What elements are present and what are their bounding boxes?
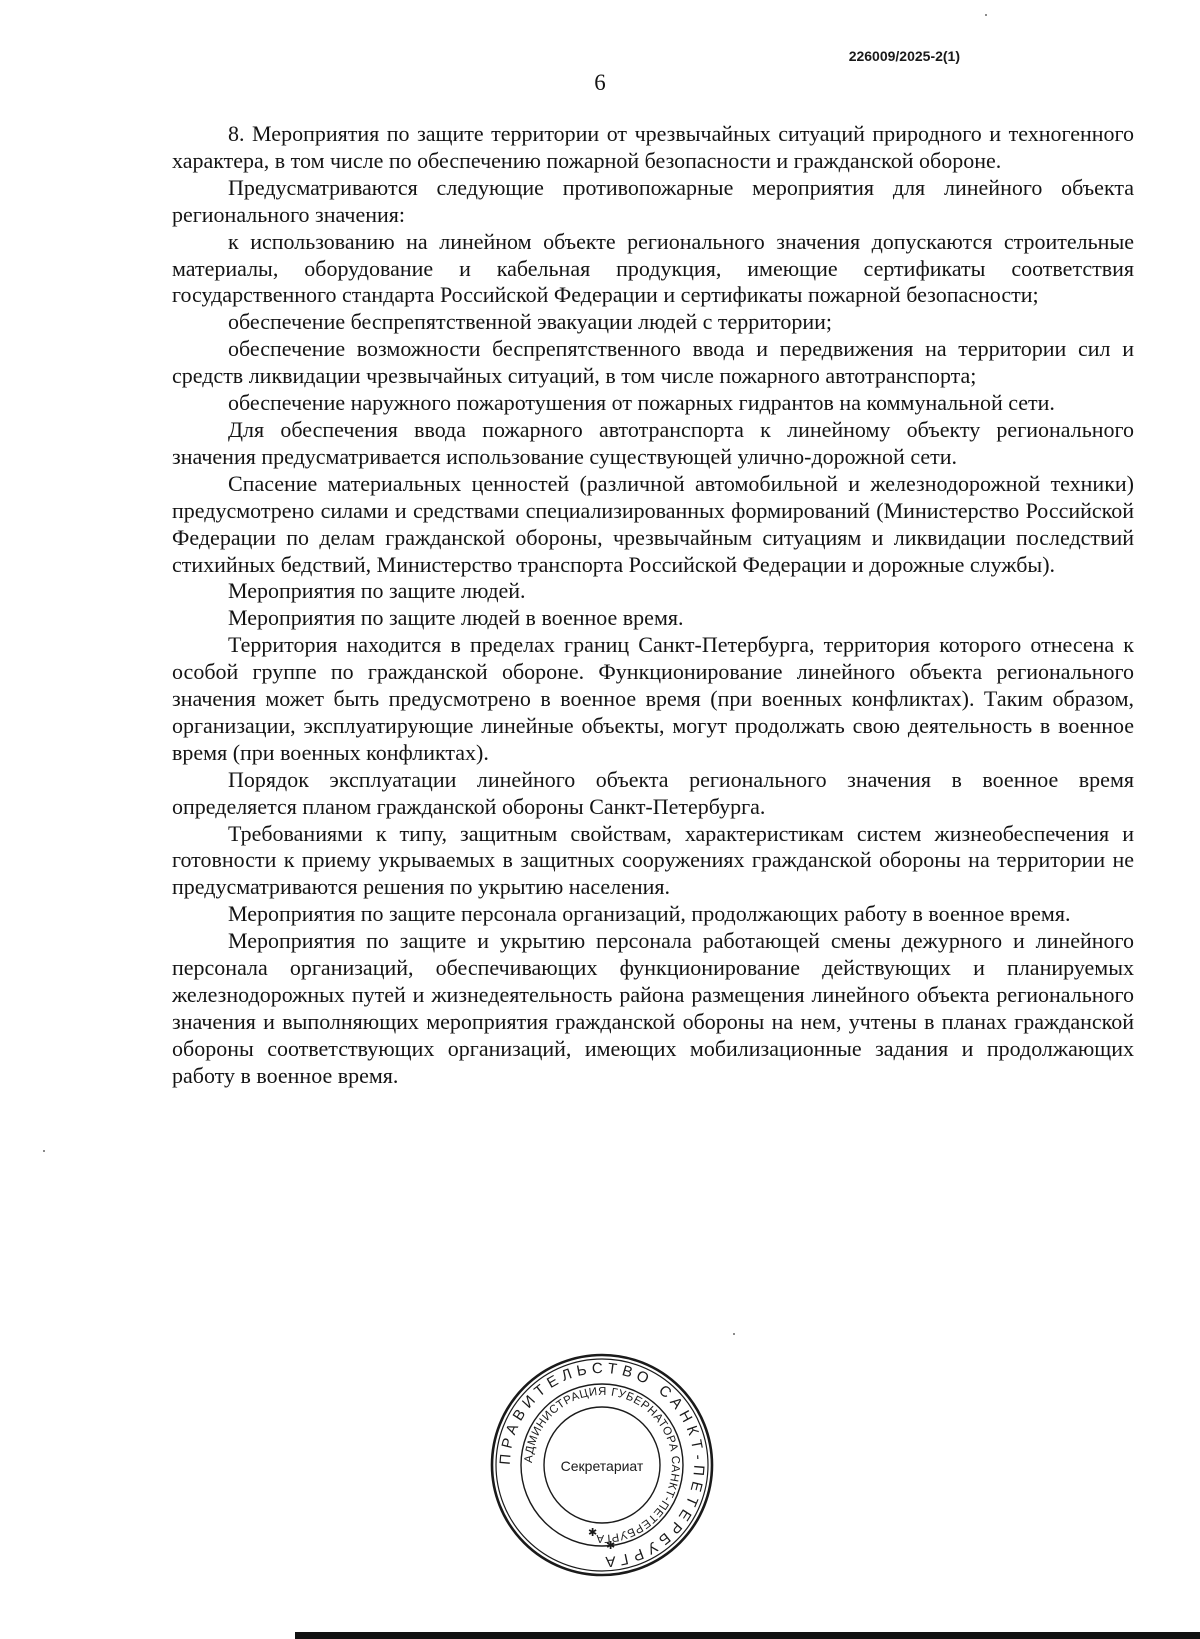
seal-inner-text: АДМИНИСТРАЦИЯ ГУБЕРНАТОРА САНКТ-ПЕТЕРБУРГА bbox=[522, 1385, 682, 1545]
scan-speck bbox=[43, 1150, 45, 1152]
seal-outer-text: ПРАВИТЕЛЬСТВО САНКТ-ПЕТЕРБУРГА bbox=[496, 1359, 708, 1571]
paragraph: к использованию на линейном объекте регионального значения допускаются строительные материалы, оборудование и кабельная продукция, имеющие сертификаты соответствия государственного стандарта Российской Федерации и сертификаты пожарной безопасности; bbox=[172, 228, 1134, 308]
seal-center-text: Секретариат bbox=[560, 1458, 644, 1474]
scan-speck bbox=[733, 1333, 735, 1335]
paragraph: Предусматриваются следующие противопожарные мероприятия для линейного объекта регионального значения: bbox=[172, 174, 1134, 227]
paragraph: Территория находится в пределах границ Санкт-Петербурга, территория которого отнесена к особой группе по гражданской обороне. Функционирование линейного объекта регионального значения может быть предусмотрено в военное время (при военных конфликтах). Таким образом, организации, эксплуатирующие линейные объекты, могут продолжать свою деятельность в военное время (при военных конфликтах). bbox=[172, 632, 1134, 765]
scan-speck bbox=[985, 14, 987, 16]
paragraph: Мероприятия по защите людей. bbox=[228, 578, 526, 604]
paragraph: обеспечение наружного пожаротушения от пожарных гидрантов на коммунальной сети. bbox=[228, 390, 1055, 416]
paragraph: обеспечение беспрепятственной эвакуации людей с территории; bbox=[228, 309, 833, 335]
official-seal-stamp bbox=[487, 1350, 717, 1580]
paragraph: Для обеспечения ввода пожарного автотранспорта к линейному объекту регионального значения предусматривается использование существующей улично-дорожной сети. bbox=[172, 416, 1134, 469]
paragraph: Требованиями к типу, защитным свойствам, характеристикам систем жизнеобеспечения и готовности к приему укрываемых в защитных сооружениях гражданской обороны на территории не предусматриваются решения по укрытию населения. bbox=[172, 820, 1134, 900]
seal-star-icon: ✱ bbox=[606, 1539, 616, 1552]
paragraph: Порядок эксплуатации линейного объекта регионального значения в военное время определяется планом гражданской обороны Санкт-Петербурга. bbox=[172, 766, 1134, 819]
paragraph: Мероприятия по защите людей в военное время. bbox=[228, 605, 684, 631]
seal-star-icon: ✱ bbox=[588, 1526, 598, 1539]
document-number: 226009/2025-2(1) bbox=[848, 48, 960, 64]
paragraph: Мероприятия по защите и укрытию персонала работающей смены дежурного и линейного персонала организаций, обеспечивающих функционирование действующих и планируемых железнодорожных путей и жизнедеятельность района размещения линейного объекта регионального значения и выполняющих мероприятия гражданской обороны на нем, учтены в планах гражданской обороны соответствующих организаций, имеющих мобилизационные задания и продолжающих работу в военное время. bbox=[172, 928, 1134, 1088]
scan-edge-bar bbox=[295, 1632, 1200, 1639]
paragraph: обеспечение возможности беспрепятственного ввода и передвижения на территории сил и средств ликвидации чрезвычайных ситуаций, в том числе пожарного автотранспорта; bbox=[172, 336, 1134, 389]
paragraph: 8. Мероприятия по защите территории от чрезвычайных ситуаций природного и техногенного характера, в том числе по обеспечению пожарной безопасности и гражданской обороне. bbox=[172, 121, 1134, 173]
paragraph: Спасение материальных ценностей (различной автомобильной и железнодорожной техники) предусмотрено силами и средствами специализированных формирований (Министерство Российской Федерации по делам гражданской обороны, чрезвычайным ситуациям и ликвидации последствий стихийных бедствий, Министерство транспорта Российской Федерации и дорожные службы). bbox=[172, 470, 1134, 577]
paragraph: Мероприятия по защите персонала организаций, продолжающих работу в военное время. bbox=[228, 901, 1071, 927]
document-body bbox=[172, 121, 1134, 1090]
page-number: 6 bbox=[594, 70, 606, 95]
